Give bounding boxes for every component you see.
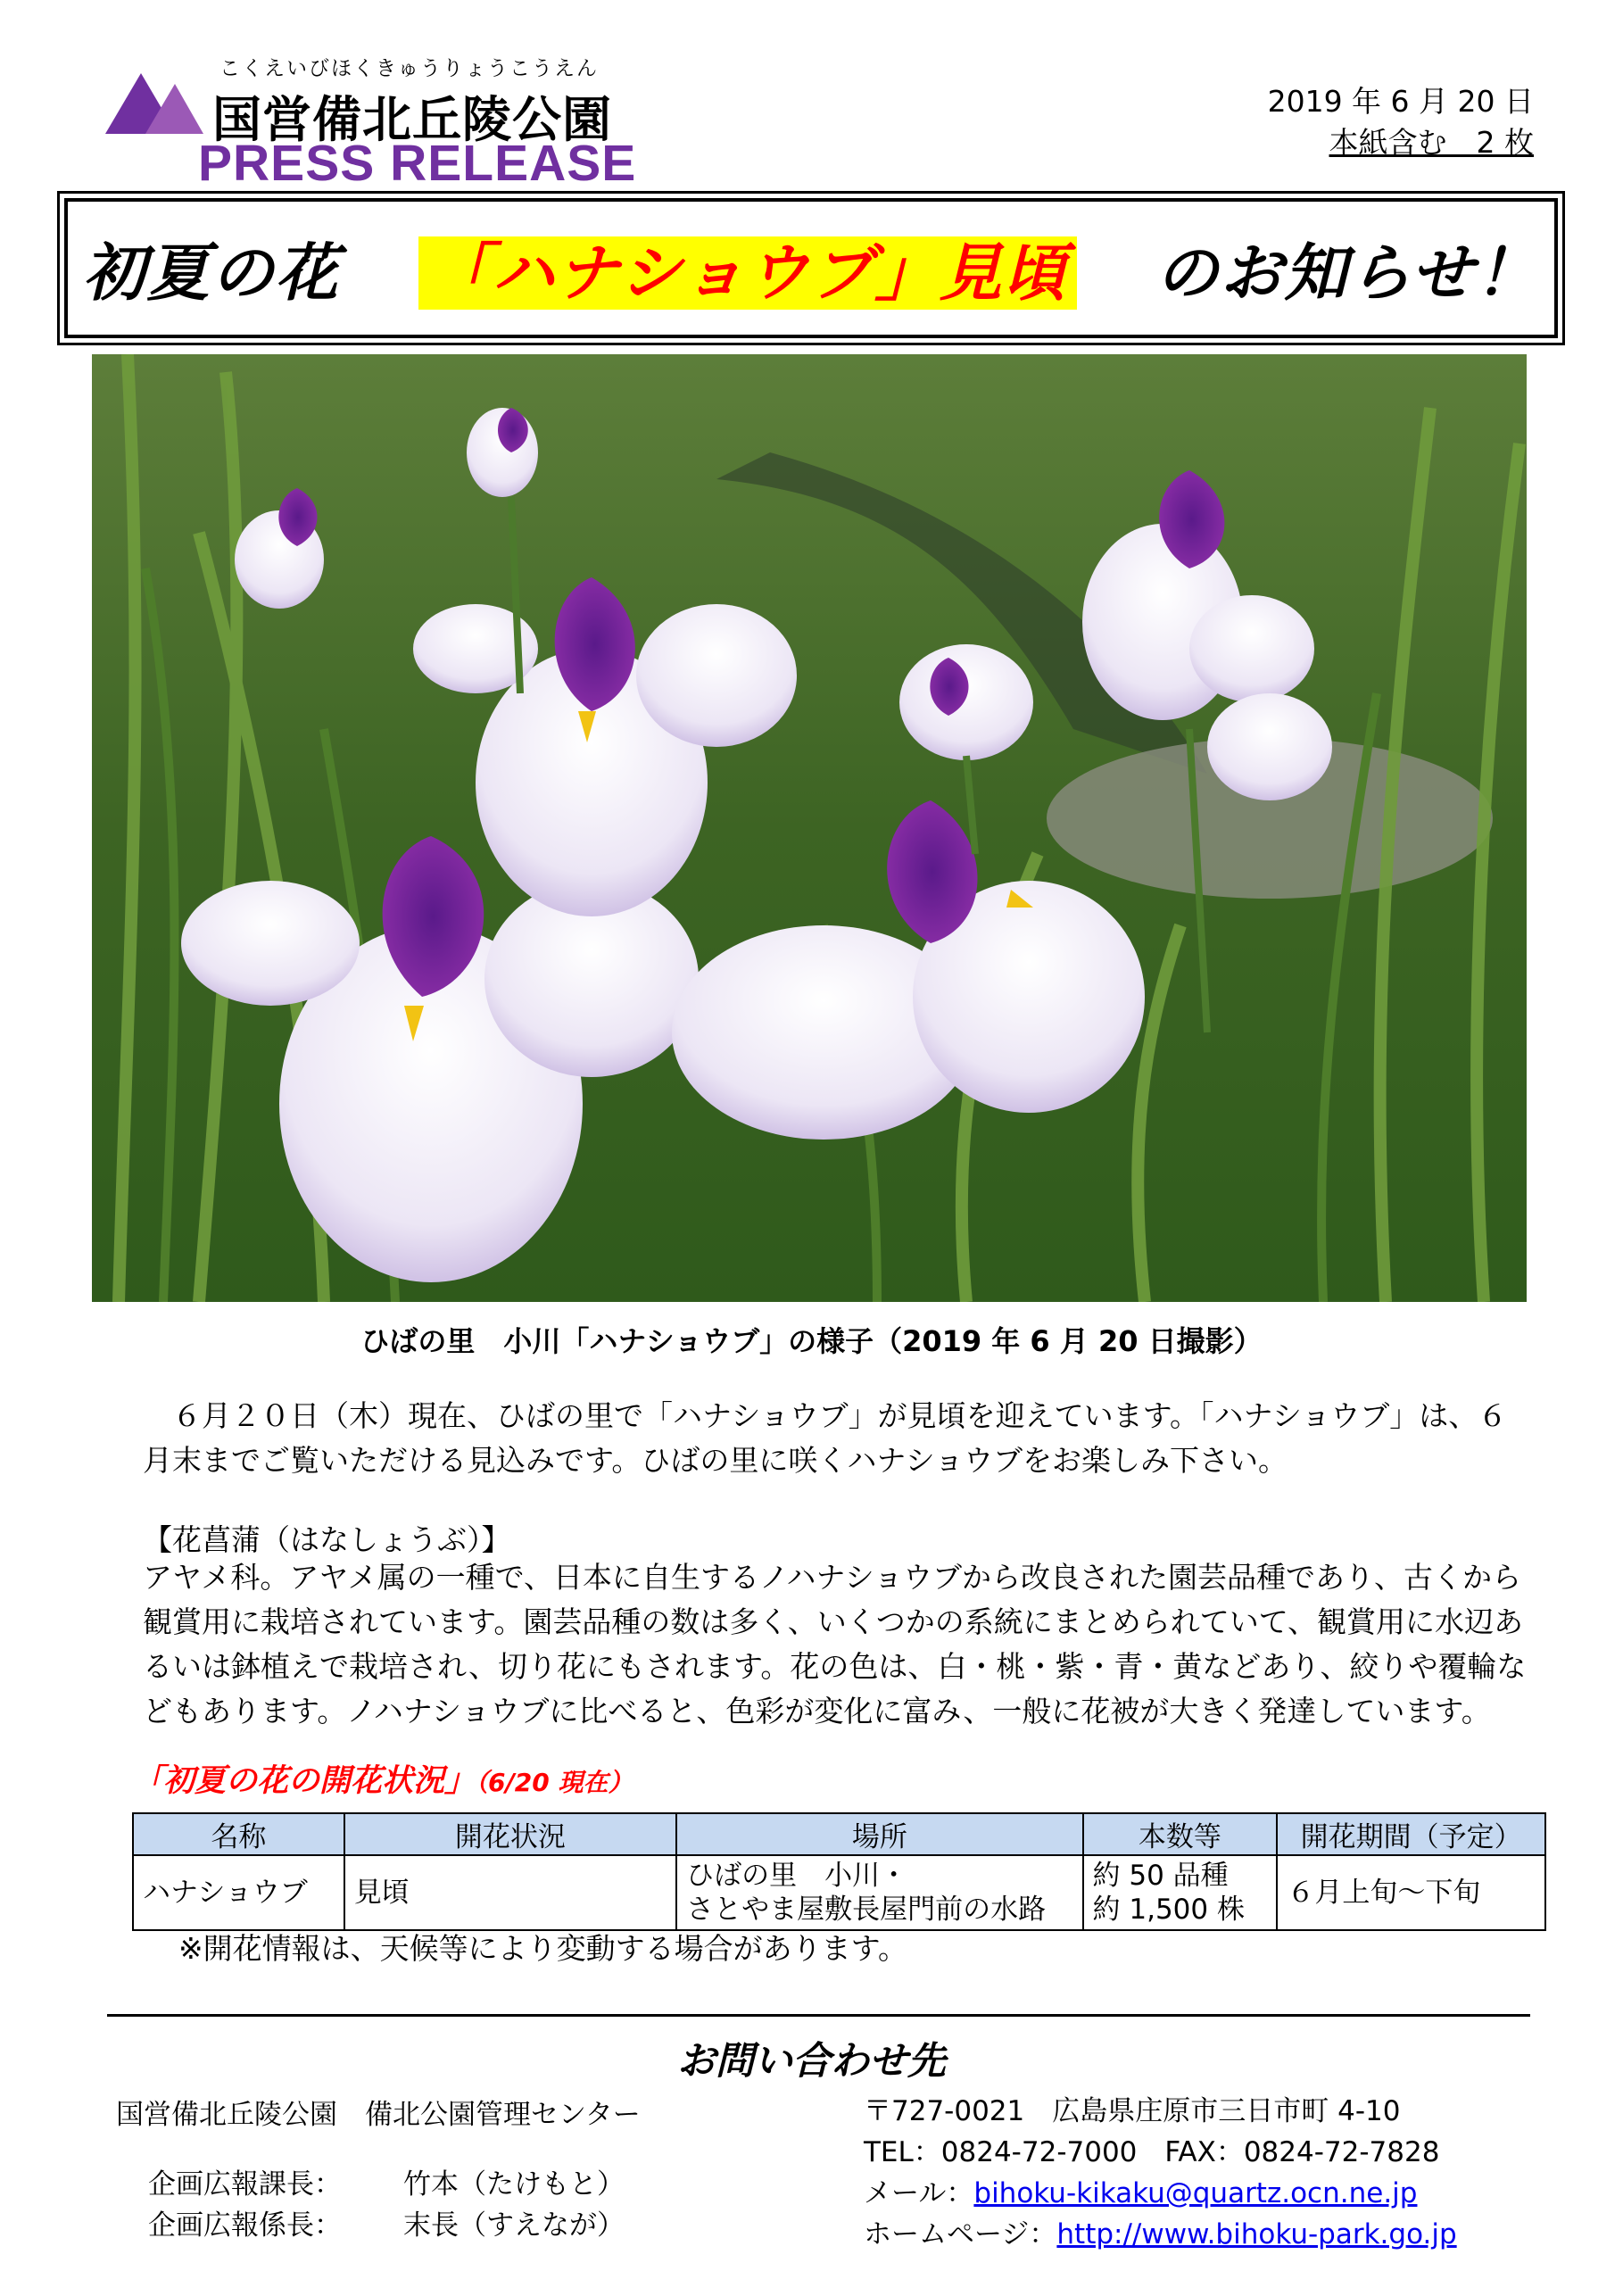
bloom-note: ※開花情報は、天候等により変動する場合があります。 [178,1931,908,1966]
title-highlight: 「ハナショウブ」見頃 [418,236,1076,310]
cell-place-line2: さとやま屋敷長屋門前の水路 [686,1894,1047,1926]
column-header: 名称 [133,1813,344,1855]
mail-link[interactable]: bihoku-kikaku@quartz.ocn.ne.jp [973,2177,1418,2209]
contact-web [864,2211,1457,2251]
description-heading: 【花菖蒲（はなしょうぶ）】 [143,1522,511,1557]
contact-role-2: 企画広報係長： [148,2209,342,2242]
contact-title: お問い合わせ先 [677,2039,946,2084]
iris-photo [92,354,1527,1302]
logo-ruby: こくえいびほくきゅうりょうこうえん [219,57,599,80]
bloom-status-table [132,1812,1546,1931]
cell-count-line2: 約 1,500 株 [1092,1894,1245,1926]
intro-paragraph [143,1394,1535,1483]
cell-condition: 見頃 [344,1855,676,1930]
divider [107,2014,1530,2017]
contact-role-1: 企画広報課長： [148,2168,342,2201]
cell-name: ハナショウブ [133,1855,344,1930]
contact-tel-fax: TEL：0824-72-7000 FAX：0824-72-7828 [864,2136,1440,2168]
photo-caption: ひばの里 小川「ハナショウブ」の様子（2019 年 6 月 20 日撮影） [360,1324,1263,1358]
title-after: のお知らせ！ [1155,236,1540,310]
cell-place-line1: ひばの里 小川・ [686,1860,908,1892]
press-release-label: PRESS RELEASE [198,135,637,192]
column-header: 開花期間（予定） [1277,1813,1545,1855]
mail-label: メール： [864,2177,974,2209]
title-before: 初夏の花 [82,236,340,310]
contact-mail [864,2170,1417,2210]
table-header-row [133,1813,1545,1855]
bloom-status-title: 「初夏の花の開花状況」 [132,1763,476,1799]
homepage-link[interactable]: http://www.bihoku-park.go.jp [1056,2218,1457,2250]
web-label: ホームページ： [864,2218,1057,2250]
column-header: 開花状況 [344,1813,676,1855]
park-name: 国営備北丘陵公園 [212,91,613,148]
cell-period: ６月上旬～下旬 [1277,1855,1545,1930]
bloom-status-date: （6/20 現在） [476,1768,633,1797]
contact-address: 〒727-0021 広島県庄原市三日市町 4-10 [864,2095,1401,2127]
table-row [133,1855,1545,1930]
page-title [83,223,1540,313]
contact-org: 国営備北丘陵公園 備北公園管理センター [116,2099,641,2131]
bloom-status-heading [132,1756,633,1801]
cell-place [676,1855,1082,1930]
release-date: 2019 年 6 月 20 日 [1267,84,1534,119]
column-header: 場所 [676,1813,1082,1855]
cell-count-line1: 約 50 品種 [1092,1860,1229,1892]
page-count: 本紙含む 2 枚 [1329,125,1534,160]
title-box [64,198,1558,338]
intro-text: ６月２０日（木）現在、ひばの里で「ハナショウブ」が見頃を迎えています。「ハナショウブ」は、６月末までご覧いただける見込みです。ひばの里に咲くハナショウブをお楽しみ下さい。 [143,1398,1508,1478]
mountain-logo-icon [105,64,203,136]
contact-name-2: 末長（すえなが） [403,2209,625,2242]
cell-count [1083,1855,1278,1930]
contact-name-1: 竹本（たけもと） [403,2168,625,2201]
description-body: アヤメ科。アヤメ属の一種で、日本に自生するノハナショウブから改良された園芸品種であり、古くから観賞用に栽培されています。園芸品種の数は多く、いくつかの系統にまとめられていて、観賞用に水辺あるいは鉢植えで栽培され、切り花にもされます。花の色は、白・桃・紫・青・黄などあり、絞りや覆輪などもあります。ノハナショウブに比べると、色彩が変化に富み、一般に花被が大きく発達しています。 [143,1560,1527,1728]
column-header: 本数等 [1083,1813,1278,1855]
